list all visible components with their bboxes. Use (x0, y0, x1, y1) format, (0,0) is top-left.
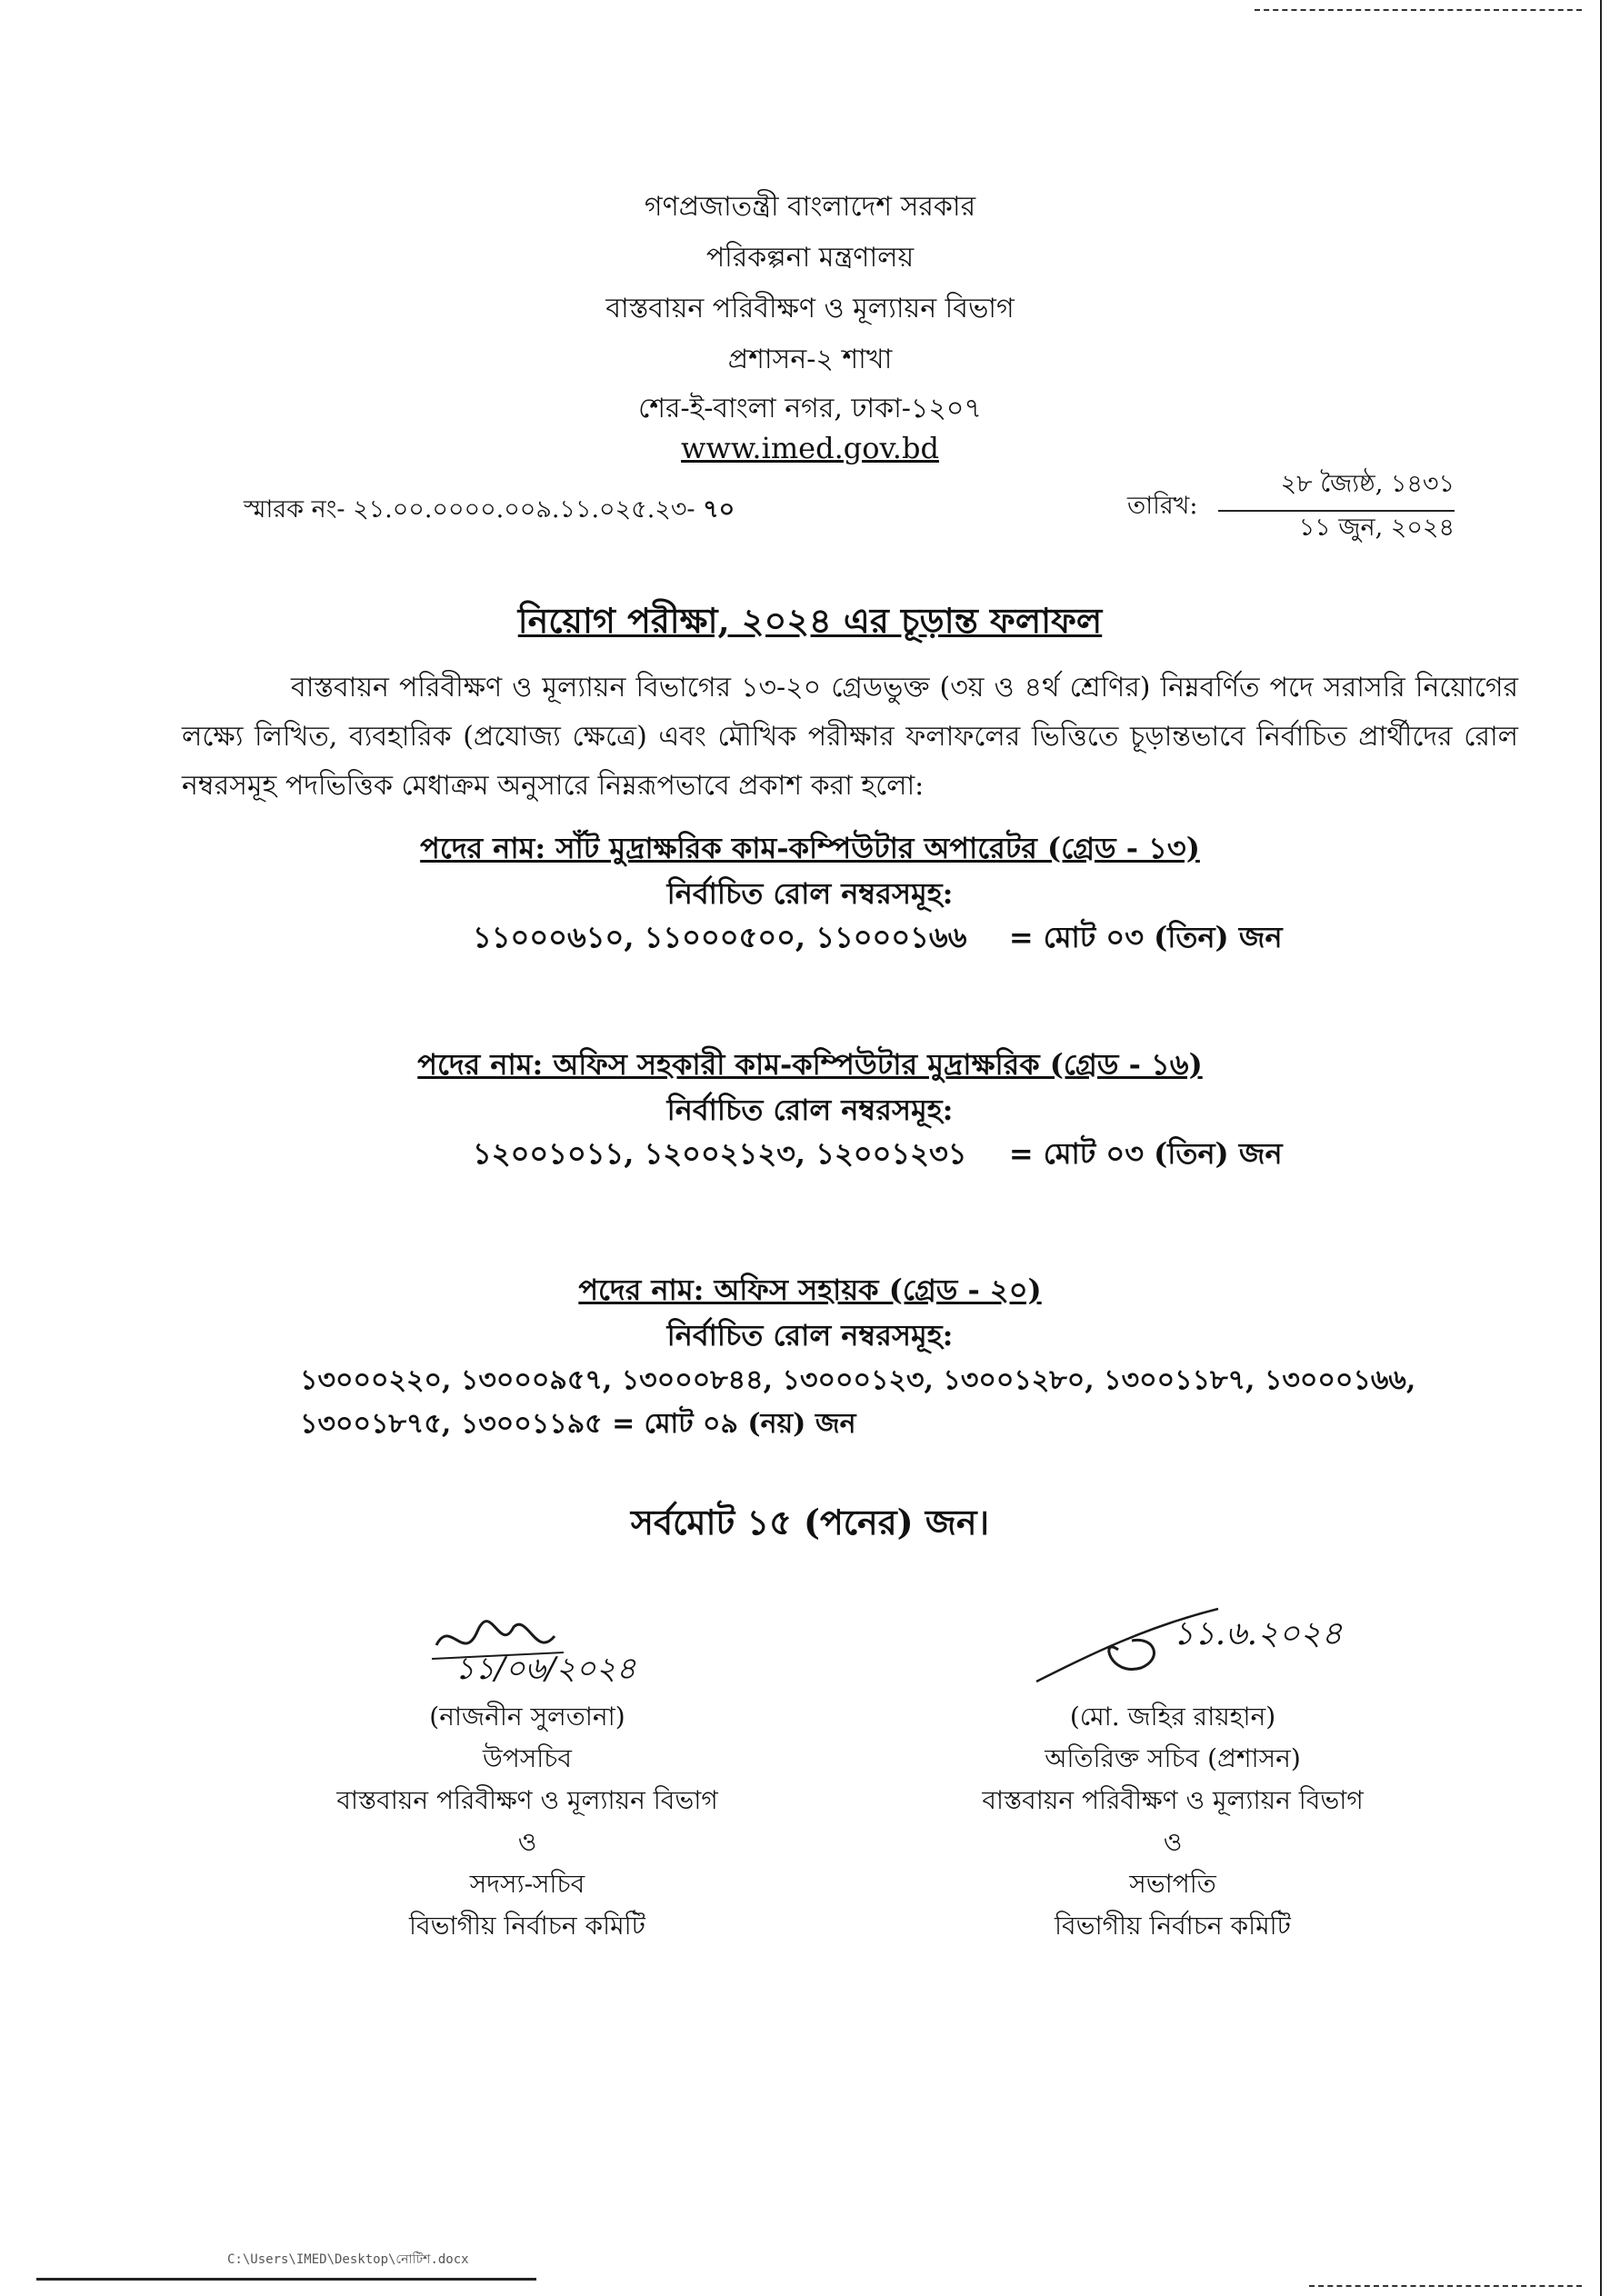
memo-date-bangla: ২৮ জ্যৈষ্ঠ, ১৪৩১ (1218, 465, 1455, 512)
signature-2-date: ১১.৬.২০২৪ (1173, 1615, 1343, 1652)
post-3-selected-label: নির্বাচিত রোল নম্বরসমূহ: (666, 1318, 954, 1353)
grand-total: সর্বমোট ১৫ (পনের) জন। (630, 1502, 990, 1542)
post-2-rolls-line (473, 1131, 1283, 1176)
post-1-name: পদের নাম: সাঁট মুদ্রাক্ষরিক কাম-কম্পিউটার অপারেটর (গ্রেড - ১৩) (420, 831, 1200, 865)
post-2-selected-label: নির্বাচিত রোল নম্বরসমূহ: (666, 1093, 954, 1127)
header-ministry: পরিকল্পনা মন্ত্রণালয় (705, 242, 915, 274)
post-3-total: = মোট ০৯ (নয়) জন (612, 1408, 856, 1440)
memo-reference-label: স্মারক নং- ২১.০০.০০০০.০০৯.১১.০২৫.২৩- (244, 495, 695, 524)
header-division: বাস্তবায়ন পরিবীক্ষণ ও মূল্যায়ন বিভাগ (605, 293, 1015, 324)
post-3-rolls-line-2-text: ১৩০০১৮৭৫, ১৩০০১১৯৫ (300, 1408, 603, 1440)
signature-1-date: ১১/০৬/২০২৪ (455, 1651, 636, 1687)
post-2-total: = মোট ০৩ (তিন) জন (1008, 1136, 1283, 1171)
footer-edge-artifact (1309, 2285, 1582, 2287)
post-1-rolls-line (473, 914, 1283, 960)
scan-edge-artifact (1255, 9, 1582, 11)
signature-2-name: (মো. জহির রায়হান) (1069, 1702, 1276, 1732)
signature-2-department: বাস্তবায়ন পরিবীক্ষণ ও মূল্যায়ন বিভাগ (982, 1785, 1364, 1815)
signature-1-name: (নাজনীন সুলতানা) (429, 1702, 625, 1732)
post-1-rolls: ১১০০০৬১০, ১১০০০৫০০, ১১০০০১৬৬ (473, 920, 967, 954)
signature-1-designation: উপসচিব (482, 1743, 573, 1773)
signature-1-role: সদস্য-সচিব (469, 1869, 585, 1899)
signature-1-department: বাস্তবায়ন পরিবীক্ষণ ও মূল্যায়ন বিভাগ (336, 1785, 718, 1815)
memo-date-label: তারিখ: (1127, 492, 1198, 520)
post-3-name: পদের নাম: অফিস সহায়ক (গ্রেড - ২০) (578, 1273, 1042, 1307)
memo-date-gregorian: ১১ জুন, ২০২৪ (1298, 514, 1455, 542)
header-branch: প্রশাসন-২ শাখা (727, 344, 893, 375)
signature-1-block (273, 1696, 782, 1947)
signature-2-block (918, 1696, 1427, 1947)
header-government: গণপ্রজাতন্ত্রী বাংলাদেশ সরকার (644, 191, 976, 223)
memo-reference (244, 491, 735, 532)
post-3-rolls-line-1: ১৩০০০২২০, ১৩০০০৯৫৭, ১৩০০০৮৪৪, ১৩০০০১২৩, ১৩০০১২৮০, ১৩০০১১৮৭, ১৩০০০১৬৬, (300, 1364, 1416, 1396)
intro-paragraph: বাস্তবায়ন পরিবীক্ষণ ও মূল্যায়ন বিভাগের ১৩-২০ গ্রেডভুক্ত (৩য় ও ৪র্থ শ্রেণির) নিম্নবর্ণিত পদে সরাসরি নিয়োগের লক্ষ্যে লিখিত, ব্যবহারিক (প্রযোজ্য ক্ষেত্রে) এবং মৌখিক পরীক্ষার ফলাফলের ভিত্তিতে চূড়ান্তভাবে নির্বাচিত প্রার্থীদের রোল নম্বরসমূহ পদভিত্তিক মেধাক্রম অনুসারে নিম্নরূপভাবে প্রকাশ করা হলো: (182, 672, 1518, 802)
signature-2-role: সভাপতি (1129, 1869, 1216, 1899)
header-website-link[interactable]: www.imed.gov.bd (681, 431, 939, 465)
post-1-total: = মোট ০৩ (তিন) জন (1008, 920, 1283, 954)
header-address: শের-ই-বাংলা নগর, ঢাকা-১২০৭ (638, 393, 982, 424)
signature-2-committee: বিভাগীয় নির্বাচন কমিটি (1055, 1911, 1291, 1941)
post-3-rolls-line-2 (300, 1402, 856, 1447)
footer-rule (36, 2278, 536, 2281)
post-2-name: পদের নাম: অফিস সহকারী কাম-কম্পিউটার মুদ্রাক্ষরিক (গ্রেড - ১৬) (417, 1047, 1203, 1082)
signature-1-and: ও (517, 1827, 537, 1857)
signature-2-designation: অতিরিক্ত সচিব (প্রশাসন) (1045, 1743, 1301, 1773)
memo-reference-number: ৭০ (703, 495, 735, 524)
post-2-rolls: ১২০০১০১১, ১২০০২১২৩, ১২০০১২৩১ (473, 1136, 967, 1171)
post-1-selected-label: নির্বাচিত রোল নম্বরসমূহ: (666, 876, 954, 911)
footer-file-path: C:\Users\IMED\Desktop\নোটিশ.docx (227, 2252, 469, 2267)
signature-2-and: ও (1163, 1827, 1183, 1857)
signature-1-committee: বিভাগীয় নির্বাচন কমিটি (409, 1911, 645, 1941)
document-title: নিয়োগ পরীক্ষা, ২০২৪ এর চূড়ান্ত ফলাফল (517, 600, 1103, 641)
